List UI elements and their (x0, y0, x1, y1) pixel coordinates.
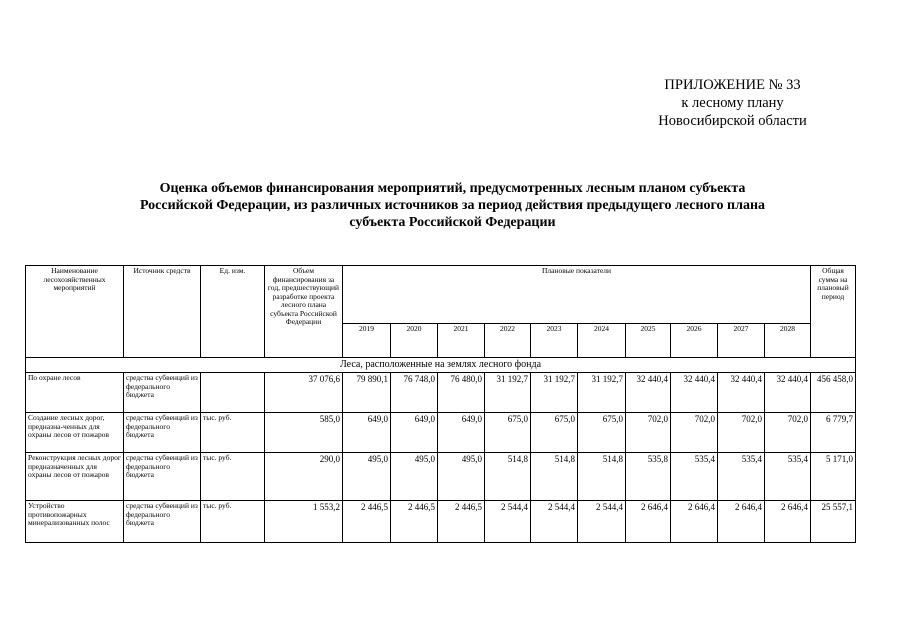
header-unit: Ед. изм. (201, 266, 265, 358)
row-value: 649,0 (438, 413, 485, 453)
row-prior: 1 553,2 (265, 501, 343, 543)
row-activity: По охране лесов (26, 373, 124, 413)
row-value: 649,0 (343, 413, 391, 453)
title-line-1: Оценка объемов финансирования мероприятий, предусмотренных лесным планом субъекта (159, 181, 746, 196)
year-header: 2020 (391, 324, 438, 358)
header-row-1 (26, 266, 856, 324)
row-source: средства субвенций из федерального бюджета (124, 453, 201, 501)
header-source: Источник средств (124, 266, 201, 358)
row-value: 2 544,4 (485, 501, 531, 543)
row-value: 2 544,4 (531, 501, 578, 543)
section-title: Леса, расположенные на землях лесного фонда (26, 358, 856, 373)
appendix-region: Новосибирской области (658, 113, 807, 129)
row-value: 32 440,4 (626, 373, 671, 413)
row-value: 2 646,4 (671, 501, 718, 543)
year-header: 2022 (485, 324, 531, 358)
row-value: 514,8 (485, 453, 531, 501)
appendix-header (600, 76, 865, 130)
row-value: 2 446,5 (438, 501, 485, 543)
year-header: 2019 (343, 324, 391, 358)
row-value: 535,4 (671, 453, 718, 501)
row-source: средства субвенций из федерального бюджета (124, 501, 201, 543)
row-value: 76 480,0 (438, 373, 485, 413)
row-value: 495,0 (391, 453, 438, 501)
row-unit (201, 373, 265, 413)
table-row (26, 413, 856, 453)
row-value: 2 446,5 (343, 501, 391, 543)
row-value: 649,0 (391, 413, 438, 453)
year-header: 2026 (671, 324, 718, 358)
row-unit: тыс. руб. (201, 413, 265, 453)
row-value: 514,8 (531, 453, 578, 501)
table-row (26, 501, 856, 543)
row-value: 2 544,4 (578, 501, 626, 543)
header-prior-volume: Объем финансирования за год, предшествующий разработке проекта лесного плана субъекта Российской Федерации (265, 266, 343, 358)
year-header: 2023 (531, 324, 578, 358)
year-header: 2027 (718, 324, 765, 358)
document-title (40, 180, 865, 231)
row-total: 6 779,7 (811, 413, 856, 453)
row-unit: тыс. руб. (201, 501, 265, 543)
row-prior: 290,0 (265, 453, 343, 501)
row-prior: 585,0 (265, 413, 343, 453)
row-value: 702,0 (626, 413, 671, 453)
header-activity: Наименование лесохозяйственных мероприятий (26, 266, 124, 358)
row-value: 32 440,4 (718, 373, 765, 413)
title-line-3: субъекта Российской Федерации (349, 215, 556, 230)
row-value: 2 646,4 (626, 501, 671, 543)
row-value: 675,0 (531, 413, 578, 453)
row-value: 79 890,1 (343, 373, 391, 413)
appendix-reference: к лесному плану (681, 95, 784, 111)
header-planned: Плановые показатели (343, 266, 811, 324)
row-value: 495,0 (343, 453, 391, 501)
header-total: Общая сумма на плановый период (811, 266, 856, 358)
row-prior: 37 076,6 (265, 373, 343, 413)
row-value: 2 646,4 (765, 501, 811, 543)
row-total: 456 458,0 (811, 373, 856, 413)
row-value: 2 446,5 (391, 501, 438, 543)
year-header: 2025 (626, 324, 671, 358)
row-value: 31 192,7 (578, 373, 626, 413)
year-header: 2024 (578, 324, 626, 358)
row-total: 5 171,0 (811, 453, 856, 501)
table-row (26, 453, 856, 501)
row-total: 25 557,1 (811, 501, 856, 543)
section-row (26, 358, 856, 373)
row-value: 31 192,7 (485, 373, 531, 413)
year-header: 2021 (438, 324, 485, 358)
row-unit: тыс. руб. (201, 453, 265, 501)
row-value: 32 440,4 (671, 373, 718, 413)
row-activity: Устройство противопожарных минерализованных полос (26, 501, 124, 543)
row-value: 702,0 (671, 413, 718, 453)
financing-table (25, 265, 856, 543)
row-value: 31 192,7 (531, 373, 578, 413)
row-value: 2 646,4 (718, 501, 765, 543)
row-source: средства субвенций из федерального бюджета (124, 413, 201, 453)
row-value: 702,0 (765, 413, 811, 453)
row-value: 76 748,0 (391, 373, 438, 413)
row-value: 535,4 (718, 453, 765, 501)
row-value: 495,0 (438, 453, 485, 501)
row-value: 535,4 (765, 453, 811, 501)
row-value: 675,0 (578, 413, 626, 453)
row-value: 32 440,4 (765, 373, 811, 413)
row-activity: Создание лесных дорог, предназна-ченных для охраны лесов от пожаров (26, 413, 124, 453)
row-source: средства субвенций из федерального бюджета (124, 373, 201, 413)
year-header: 2028 (765, 324, 811, 358)
row-value: 675,0 (485, 413, 531, 453)
row-value: 702,0 (718, 413, 765, 453)
row-activity: Реконструкция лесных дорог предназначенных для охраны лесов от пожаров (26, 453, 124, 501)
table-row (26, 373, 856, 413)
appendix-number: ПРИЛОЖЕНИЕ № 33 (664, 77, 801, 93)
title-line-2: Российской Федерации, из различных источников за период действия предыдущего лесного плана (139, 198, 766, 213)
row-value: 514,8 (578, 453, 626, 501)
row-value: 535,8 (626, 453, 671, 501)
